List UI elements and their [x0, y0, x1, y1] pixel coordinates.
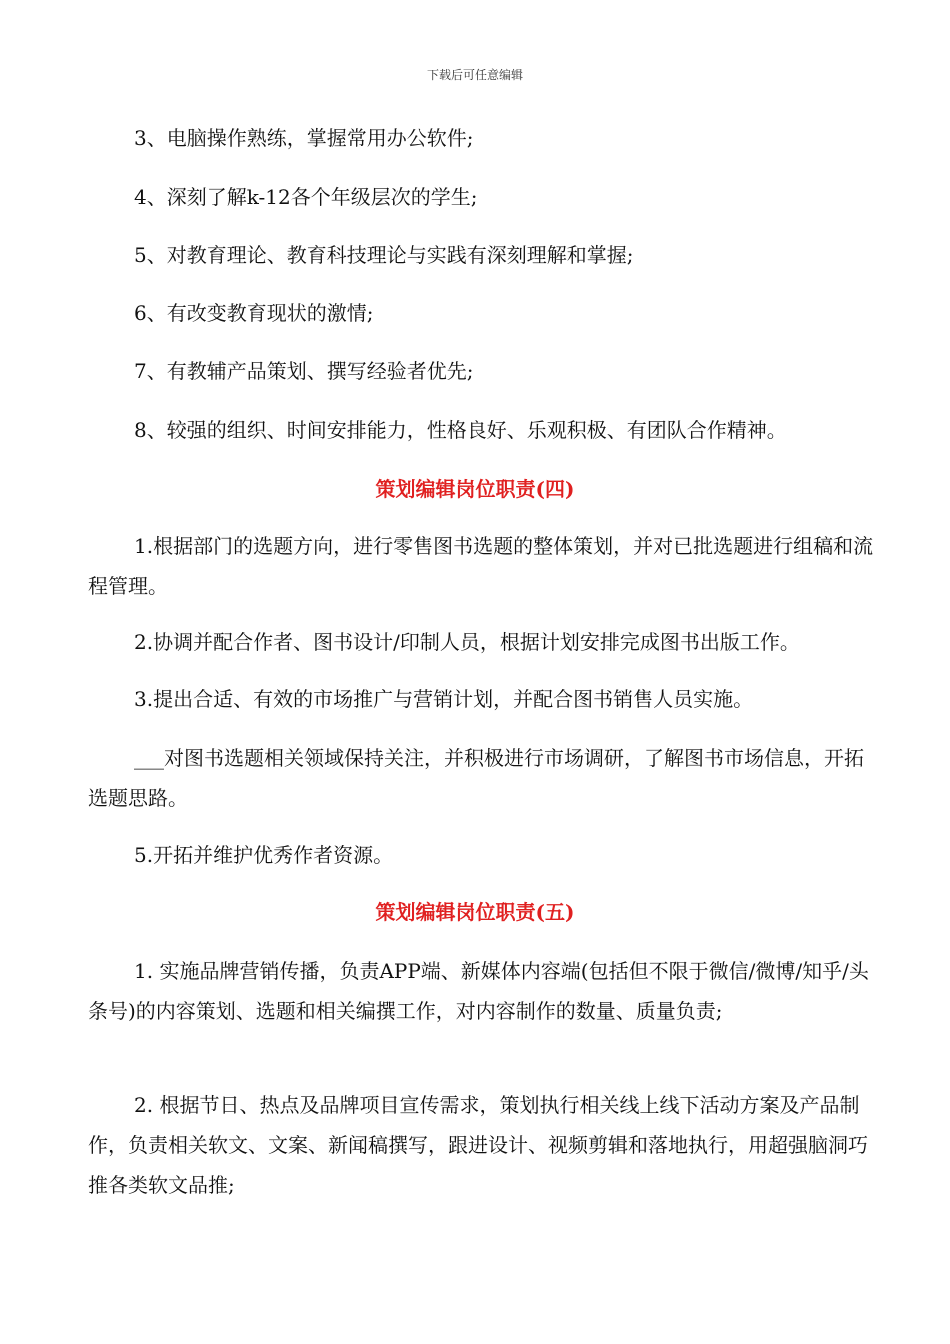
paragraph: 2.协调并配合作者、图书设计/印制人员，根据计划安排完成图书出版工作。: [134, 630, 800, 654]
paragraph: ___对图书选题相关领域保持关注，并积极进行市场调研，了解图书市场信息，开拓选题思路。: [88, 746, 864, 810]
paragraph: 3.提出合适、有效的市场推广与营销计划，并配合图书销售人员实施。: [134, 687, 754, 711]
list-item: 3、电脑操作熟练，掌握常用办公软件;: [134, 126, 474, 150]
page-header-note: 下载后可任意编辑: [426, 68, 523, 82]
paragraph: 5.开拓并维护优秀作者资源。: [134, 843, 394, 867]
paragraph: 1.根据部门的选题方向，进行零售图书选题的整体策划，并对已批选题进行组稿和流程管理。: [88, 534, 874, 598]
list-item: 6、有改变教育现状的激情;: [134, 301, 374, 325]
list-item: 5、对教育理论、教育科技理论与实践有深刻理解和掌握;: [134, 243, 634, 267]
paragraph: 2. 根据节日、热点及品牌项目宣传需求，策划执行相关线上线下活动方案及产品制作，负责相关软文、文案、新闻稿撰写，跟进设计、视频剪辑和落地执行，用超强脑洞巧推各类软文品推;: [88, 1093, 868, 1197]
list-item: 8、较强的组织、时间安排能力，性格良好、乐观积极、有团队合作精神。: [134, 418, 787, 442]
list-item: 7、有教辅产品策划、撰写经验者优先;: [134, 359, 474, 383]
list-item: 4、深刻了解k-12各个年级层次的学生;: [134, 185, 478, 209]
section-heading-5: 策划编辑岗位职责(五): [375, 900, 575, 924]
section-heading-4: 策划编辑岗位职责(四): [375, 477, 575, 501]
paragraph: 1. 实施品牌营销传播，负责APP端、新媒体内容端(包括但不限于微信/微博/知乎/头条号)的内容策划、选题和相关编撰工作，对内容制作的数量、质量负责;: [88, 959, 869, 1023]
